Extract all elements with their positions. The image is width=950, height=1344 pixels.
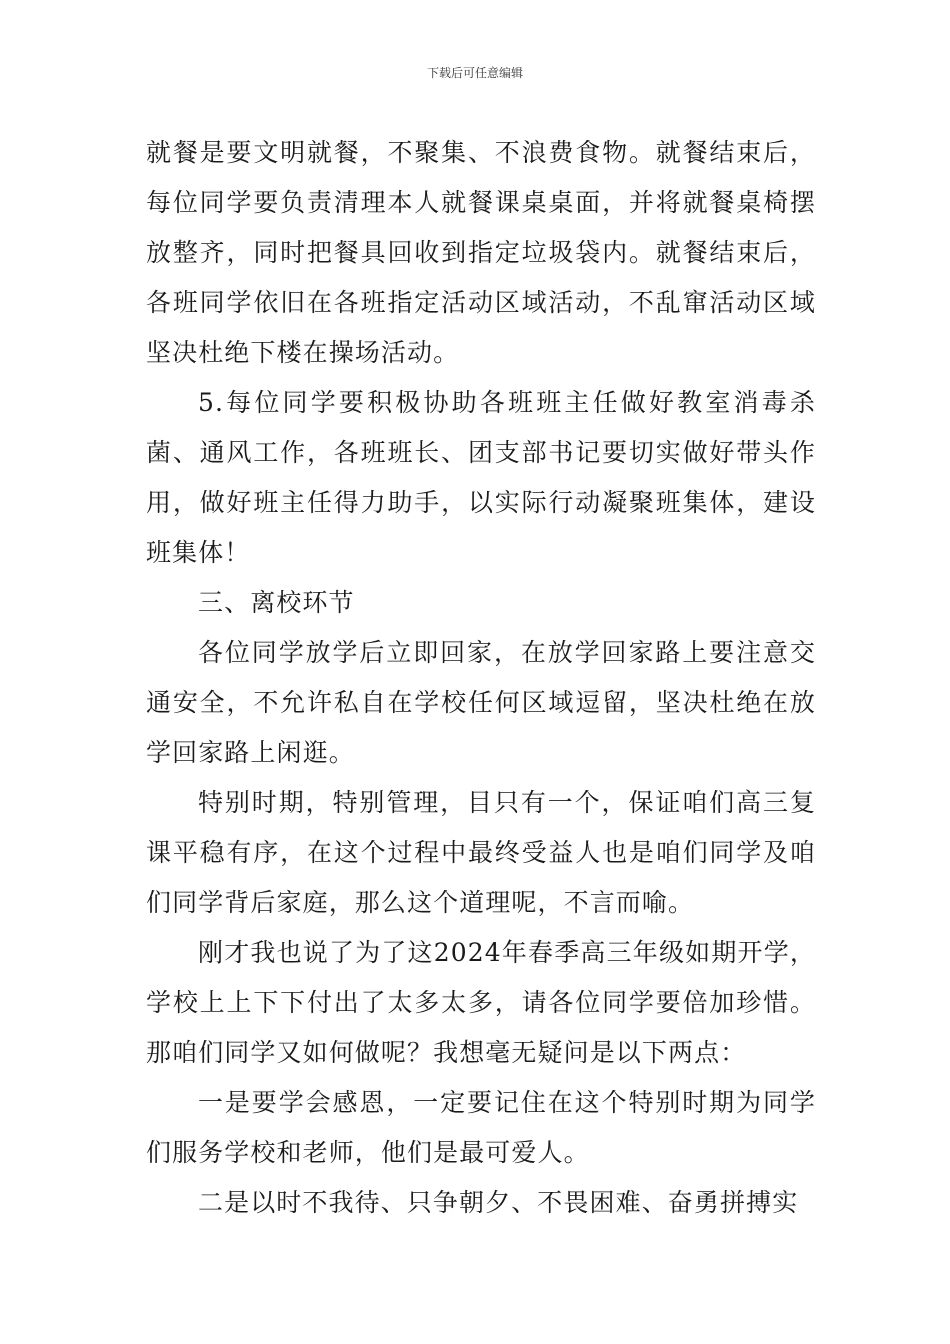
paragraph-1: 就餐是要文明就餐，不聚集、不浪费食物。就餐结束后，每位同学要负责清理本人就餐课桌桌面，并将就餐桌椅摆放整齐，同时把餐具回收到指定垃圾袋内。就餐结束后，各班同学依旧在各班指定活动区域活动，不乱窜活动区域坚决杜绝下楼在操场活动。 xyxy=(146,138,816,367)
paragraph-5: 刚才我也说了为了这2024年春季高三年级如期开学，学校上上下下付出了太多太多，请各位同学要倍加珍惜。那咱们同学又如何做呢？我想毫无疑问是以下两点： xyxy=(146,938,816,1067)
paragraph-7: 二是以时不我待、只争朝夕、不畏困难、奋勇拼搏实 xyxy=(198,1188,799,1217)
paragraph-6: 一是要学会感恩，一定要记住在这个特别时期为同学们服务学校和老师，他们是最可爱人。 xyxy=(146,1088,816,1167)
paragraph-3: 各位同学放学后立即回家，在放学回家路上要注意交通安全，不允许私自在学校任何区域逗留，坚决杜绝在放学回家路上闲逛。 xyxy=(146,638,816,767)
paragraph-4: 特别时期，特别管理，目只有一个，保证咱们高三复课平稳有序，在这个过程中最终受益人也是咱们同学及咱们同学背后家庭，那么这个道理呢，不言而喻。 xyxy=(146,788,816,917)
section-heading: 三、离校环节 xyxy=(198,588,355,617)
page-header: 下载后可任意编辑 xyxy=(426,66,523,80)
paragraph-2: 5.每位同学要积极协助各班班主任做好教室消毒杀菌、通风工作，各班班长、团支部书记要切实做好带头作用，做好班主任得力助手，以实际行动凝聚班集体，建设班集体！ xyxy=(146,388,816,567)
document-body xyxy=(146,128,816,1228)
